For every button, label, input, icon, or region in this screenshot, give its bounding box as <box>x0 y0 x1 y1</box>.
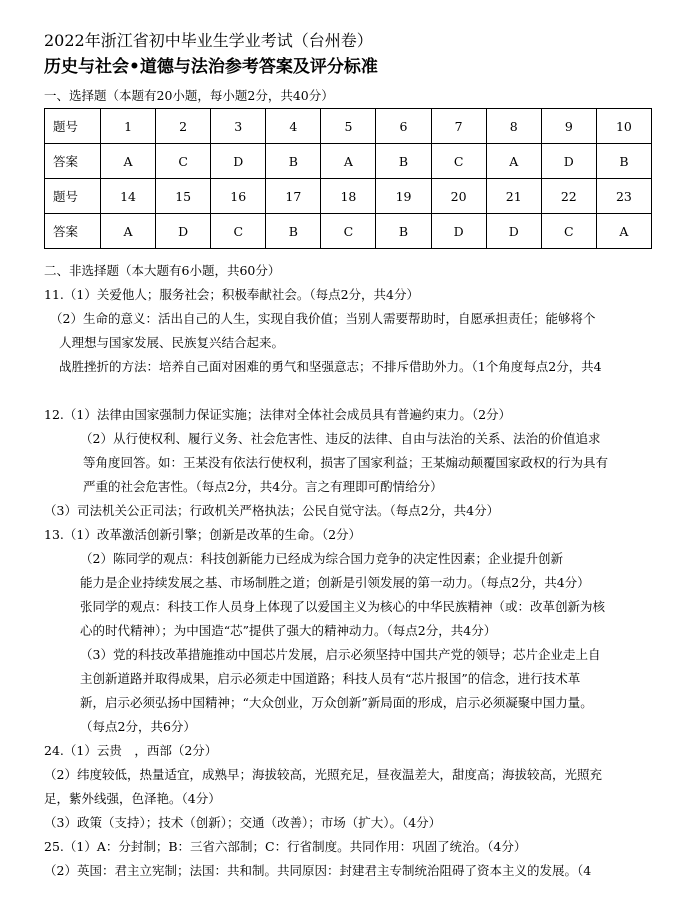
answer-line: 张同学的观点：科技工作人员身上体现了以爱国主义为核心的中华民族精神（或：改革创新为核 <box>80 599 606 614</box>
table-cell: C <box>321 214 376 249</box>
table-cell: 4 <box>266 109 321 144</box>
table-cell: 3 <box>211 109 266 144</box>
table-cell: C <box>211 214 266 249</box>
answer-line: （3）党的科技改革措施推动中国芯片发展，启示必须坚持中国共产党的领导；芯片企业走上自 <box>80 647 601 662</box>
answer-line: （2）生命的意义：活出自己的人生，实现自我价值；当别人需要帮助时，自愿承担责任；能够将个 <box>50 311 596 326</box>
table-cell: 23 <box>596 179 651 214</box>
table-cell: A <box>596 214 651 249</box>
table-cell: 1 <box>101 109 156 144</box>
table-cell: A <box>101 144 156 179</box>
table-cell: 19 <box>376 179 431 214</box>
table-cell: C <box>431 144 486 179</box>
title-line-1: 2022年浙江省初中毕业生学业考试（台州卷） <box>44 31 373 50</box>
answer-line: （每点2分，共6分） <box>80 719 196 734</box>
table-cell: 20 <box>431 179 486 214</box>
table-cell: 16 <box>211 179 266 214</box>
table-cell: 9 <box>541 109 596 144</box>
row-label-question: 题号 <box>45 179 101 214</box>
table-cell: C <box>156 144 211 179</box>
table-row <box>45 179 652 214</box>
table-cell: D <box>486 214 541 249</box>
table-cell: 8 <box>486 109 541 144</box>
answer-line: 25.（1）A：分封制；B：三省六部制；C：行省制度。共同作用：巩固了统治。（4分） <box>44 839 527 854</box>
answer-line: 战胜挫折的方法：培养自己面对困难的勇气和坚强意志；不排斥借助外力。（1个角度每点2分，共4 <box>59 359 602 374</box>
table-row <box>45 214 652 249</box>
table-cell: 18 <box>321 179 376 214</box>
answer-line: 主创新道路并取得成果，启示必须走中国道路；科技人员有“芯片报国”的信念，进行技术革 <box>80 671 581 686</box>
answer-line: （2）陈同学的观点：科技创新能力已经成为综合国力竞争的决定性因素；企业提升创新 <box>80 551 563 566</box>
answer-line: 严重的社会危害性。（每点2分，共4分。言之有理即可酌情给分） <box>83 479 443 494</box>
table-cell: 21 <box>486 179 541 214</box>
table-cell: 15 <box>156 179 211 214</box>
table-cell: B <box>266 214 321 249</box>
table-cell: D <box>156 214 211 249</box>
answer-line: 12.（1）法律由国家强制力保证实施；法律对全体社会成员具有普遍约束力。（2分） <box>44 407 512 422</box>
table-row <box>45 144 652 179</box>
row-label-answer: 答案 <box>45 214 101 249</box>
table-cell: B <box>596 144 651 179</box>
answer-table <box>44 108 652 249</box>
answer-line: （3）政策（支持）；技术（创新）；交通（改善）；市场（扩大）。（4分） <box>44 815 442 830</box>
table-cell: B <box>376 144 431 179</box>
table-cell: C <box>541 214 596 249</box>
answer-line: 24.（1）云贵 ，西部（2分） <box>44 743 218 758</box>
table-row <box>45 109 652 144</box>
answer-line: 新，启示必须弘扬中国精神；“大众创业，万众创新”新局面的形成，启示必须凝聚中国力量。 <box>80 695 593 710</box>
table-cell: A <box>321 144 376 179</box>
answer-line: 心的时代精神）；为中国造“芯”提供了强大的精神动力。（每点2分，共4分） <box>80 623 497 638</box>
row-label-answer: 答案 <box>45 144 101 179</box>
section-1-heading: 一、选择题（本题有20小题，每小题2分，共40分） <box>44 88 334 103</box>
row-label-question: 题号 <box>45 109 101 144</box>
table-cell: 2 <box>156 109 211 144</box>
table-cell: D <box>211 144 266 179</box>
table-cell: B <box>376 214 431 249</box>
table-cell: 22 <box>541 179 596 214</box>
table-cell: B <box>266 144 321 179</box>
answer-line: （2）从行使权利、履行义务、社会危害性、违反的法律、自由与法治的关系、法治的价值追求 <box>80 431 601 446</box>
answer-line: 人理想与国家发展、民族复兴结合起来。 <box>59 335 285 350</box>
answer-line: 11.（1）关爱他人；服务社会；积极奉献社会。（每点2分，共4分） <box>44 287 419 302</box>
table-cell: A <box>101 214 156 249</box>
table-cell: A <box>486 144 541 179</box>
answer-line: （2）纬度较低，热量适宜，成熟早；海拔较高，光照充足，昼夜温差大，甜度高；海拔较高，光照充 <box>44 767 602 782</box>
table-cell: 6 <box>376 109 431 144</box>
table-cell: 10 <box>596 109 651 144</box>
answer-line: （3）司法机关公正司法；行政机关严格执法；公民自觉守法。（每点2分，共4分） <box>44 503 500 518</box>
table-cell: 14 <box>101 179 156 214</box>
table-cell: D <box>541 144 596 179</box>
section-2-heading: 二、非选择题（本大题有6小题，共60分） <box>44 263 281 278</box>
table-cell: 17 <box>266 179 321 214</box>
answer-line: 等角度回答。如：王某没有依法行使权利，损害了国家利益；王某煽动颠覆国家政权的行为具有 <box>83 455 609 470</box>
table-cell: D <box>431 214 486 249</box>
answer-line: 足，紫外线强，色泽艳。（4分） <box>44 791 221 806</box>
answer-line: 13.（1）改革激活创新引擎；创新是改革的生命。（2分） <box>44 527 362 542</box>
answer-line: 能力是企业持续发展之基、市场制胜之道；创新是引领发展的第一动力。（每点2分，共4分） <box>80 575 590 590</box>
table-cell: 5 <box>321 109 376 144</box>
answer-line: （2）英国：君主立宪制；法国：共和制。共同原因：封建君主专制统治阻碍了资本主义的发展。（4 <box>44 863 592 878</box>
table-cell: 7 <box>431 109 486 144</box>
title-line-2: 历史与社会•道德与法治参考答案及评分标准 <box>44 57 378 77</box>
